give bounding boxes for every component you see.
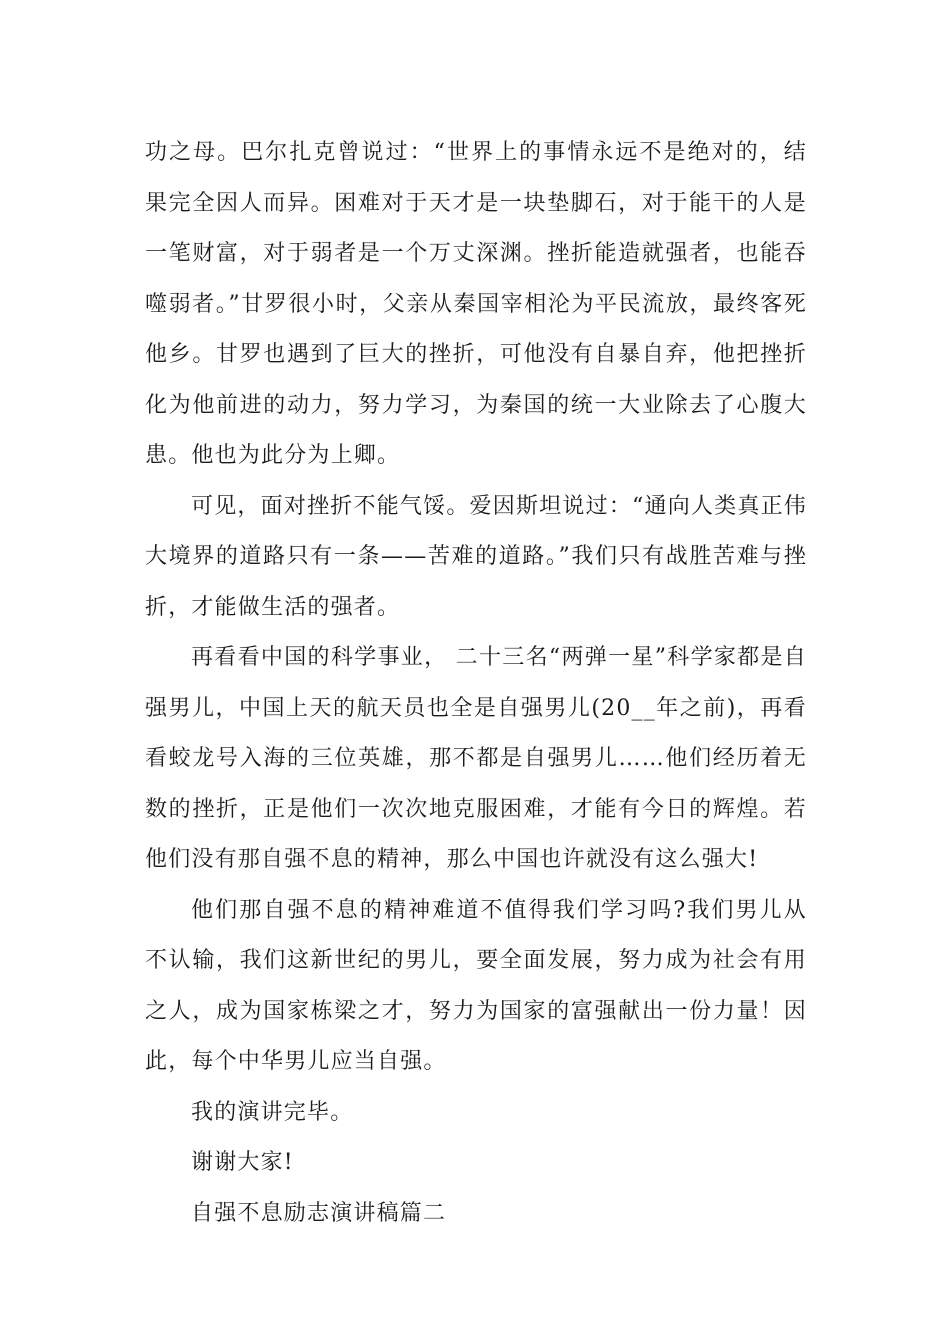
- paragraph-1: 功之母。巴尔扎克曾说过：“世界上的事情永远不是绝对的，结果完全因人而异。困难对于天才是一块垫脚石，对于能干的人是一笔财富，对于弱者是一个万丈深渊。挫折能造就强者，也能吞噬弱者。”甘罗很小时，父亲从秦国宰相沦为平民流放，最终客死他乡。甘罗也遇到了巨大的挫折，可他没有自暴自弃，他把挫折化为他前进的动力，努力学习，为秦国的统一大业除去了心腹大患。他也为此分为上卿。: [145, 140, 807, 468]
- document-body: [145, 128, 807, 1239]
- paragraph-2: 可见，面对挫折不能气馁。爱因斯坦说过：“通向人类真正伟大境界的道路只有一条——苦难的道路。”我们只有战胜苦难与挫折，才能做生活的强者。: [145, 493, 807, 620]
- section-heading: 自强不息励志演讲稿篇二: [191, 1200, 447, 1226]
- paragraph-3: 再看看中国的科学事业， 二十三名“两弹一星”科学家都是自强男儿，中国上天的航天员也全是自强男儿(20__年之前)，再看看蛟龙号入海的三位英雄，那不都是自强男儿……他们经历着无数的挫折，正是他们一次次地克服困难，才能有今日的辉煌。若他们没有那自强不息的精神，那么中国也许就没有这么强大!: [145, 645, 807, 872]
- paragraph-5: 我的演讲完毕。: [191, 1099, 354, 1125]
- paragraph-4: 他们那自强不息的精神难道不值得我们学习吗?我们男儿从不认输，我们这新世纪的男儿，要全面发展，努力成为社会有用之人，成为国家栋梁之才，努力为国家的富强献出一份力量！因此，每个中华男儿应当自强。: [145, 897, 807, 1074]
- paragraph-6: 谢谢大家!: [191, 1150, 294, 1175]
